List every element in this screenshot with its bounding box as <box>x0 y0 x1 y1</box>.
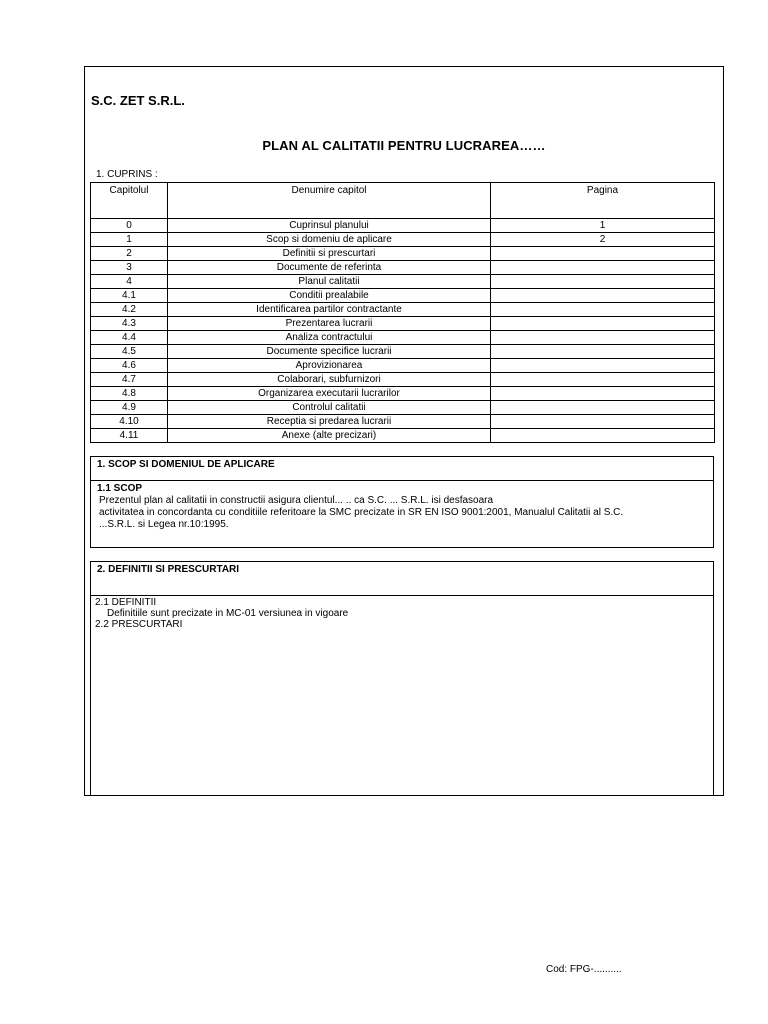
toc-cell-page: 2 <box>491 233 715 247</box>
scope-text <box>91 495 713 531</box>
toc-cell-page <box>491 303 715 317</box>
toc-cell-chapter: 4 <box>91 275 168 289</box>
toc-table <box>90 182 715 443</box>
toc-cell-page <box>491 317 715 331</box>
toc-row <box>91 429 715 443</box>
form-code: Cod: FPG-.......... <box>546 964 622 975</box>
toc-cell-name: Cuprinsul planului <box>168 219 491 233</box>
toc-cell-chapter: 4.7 <box>91 373 168 387</box>
column-header-name: Denumire capitol <box>168 183 491 219</box>
toc-cell-name: Scop si domeniu de aplicare <box>168 233 491 247</box>
toc-cell-page <box>491 359 715 373</box>
toc-cell-chapter: 3 <box>91 261 168 275</box>
toc-cell-chapter: 0 <box>91 219 168 233</box>
section-scope-heading: 1. SCOP SI DOMENIUL DE APLICARE <box>91 457 713 481</box>
toc-row <box>91 373 715 387</box>
toc-cell-name: Prezentarea lucrarii <box>168 317 491 331</box>
toc-cell-page <box>491 247 715 261</box>
toc-cell-name: Analiza contractului <box>168 331 491 345</box>
definitions-subheading: 2.1 DEFINITII <box>95 597 157 608</box>
toc-cell-chapter: 4.4 <box>91 331 168 345</box>
definitions-note: Definitiile sunt precizate in MC-01 versiunea in vigoare <box>107 608 349 619</box>
scope-line: ...S.R.L. si Legea nr.10:1995. <box>99 519 229 530</box>
toc-row <box>91 261 715 275</box>
toc-cell-name: Controlul calitatii <box>168 401 491 415</box>
toc-cell-chapter: 4.8 <box>91 387 168 401</box>
toc-cell-name: Anexe (alte precizari) <box>168 429 491 443</box>
toc-row <box>91 401 715 415</box>
toc-cell-chapter: 4.10 <box>91 415 168 429</box>
toc-cell-name: Colaborari, subfurnizori <box>168 373 491 387</box>
toc-cell-name: Aprovizionarea <box>168 359 491 373</box>
toc-header-row <box>91 183 715 219</box>
company-name: S.C. ZET S.R.L. <box>91 93 185 108</box>
toc-cell-page <box>491 289 715 303</box>
section-definitions-heading: 2. DEFINITII SI PRESCURTARI <box>91 562 713 596</box>
toc-row <box>91 219 715 233</box>
toc-cell-chapter: 4.11 <box>91 429 168 443</box>
toc-cell-name: Identificarea partilor contractante <box>168 303 491 317</box>
toc-cell-chapter: 4.5 <box>91 345 168 359</box>
toc-cell-chapter: 4.6 <box>91 359 168 373</box>
document-title: PLAN AL CALITATII PENTRU LUCRAREA…… <box>262 138 546 153</box>
toc-cell-chapter: 1 <box>91 233 168 247</box>
scope-subheading: 1.1 SCOP <box>97 483 143 494</box>
toc-caption: 1. CUPRINS : <box>96 169 158 180</box>
toc-row <box>91 331 715 345</box>
toc-cell-page <box>491 387 715 401</box>
toc-row <box>91 303 715 317</box>
scope-line: activitatea in concordanta cu conditiile referitoare la SMC precizate in SR EN ISO 9001:2001, Manualul Calitatii al S.C. <box>99 507 624 518</box>
toc-cell-page <box>491 429 715 443</box>
toc-cell-name: Receptia si predarea lucrarii <box>168 415 491 429</box>
toc-row <box>91 233 715 247</box>
toc-row <box>91 387 715 401</box>
toc-cell-page <box>491 373 715 387</box>
column-header-chapter: Capitolul <box>91 183 168 219</box>
toc-cell-page <box>491 401 715 415</box>
toc-cell-name: Conditii prealabile <box>168 289 491 303</box>
section-definitions <box>90 561 714 796</box>
toc-row <box>91 359 715 373</box>
toc-cell-name: Organizarea executarii lucrarilor <box>168 387 491 401</box>
toc-row <box>91 275 715 289</box>
column-header-page: Pagina <box>491 183 715 219</box>
toc-row <box>91 345 715 359</box>
toc-cell-chapter: 2 <box>91 247 168 261</box>
toc-row <box>91 415 715 429</box>
toc-cell-name: Documente specifice lucrarii <box>168 345 491 359</box>
toc-cell-page <box>491 275 715 289</box>
toc-cell-page <box>491 345 715 359</box>
toc-cell-chapter: 4.9 <box>91 401 168 415</box>
definitions-text <box>91 596 713 630</box>
toc-cell-page <box>491 415 715 429</box>
toc-cell-name: Documente de referinta <box>168 261 491 275</box>
abbreviations-subheading: 2.2 PRESCURTARI <box>95 619 183 630</box>
toc-row <box>91 317 715 331</box>
toc-cell-name: Planul calitatii <box>168 275 491 289</box>
toc-cell-name: Definitii si prescurtari <box>168 247 491 261</box>
toc-cell-chapter: 4.2 <box>91 303 168 317</box>
toc-cell-chapter: 4.3 <box>91 317 168 331</box>
toc-cell-chapter: 4.1 <box>91 289 168 303</box>
toc-cell-page <box>491 261 715 275</box>
toc-row <box>91 289 715 303</box>
scope-line: Prezentul plan al calitatii in constructii asigura clientul... .. ca S.C. ... S.R.L. isi desfasoara <box>99 495 494 506</box>
section-scope <box>90 456 714 548</box>
toc-cell-page: 1 <box>491 219 715 233</box>
toc-row <box>91 247 715 261</box>
toc-cell-page <box>491 331 715 345</box>
